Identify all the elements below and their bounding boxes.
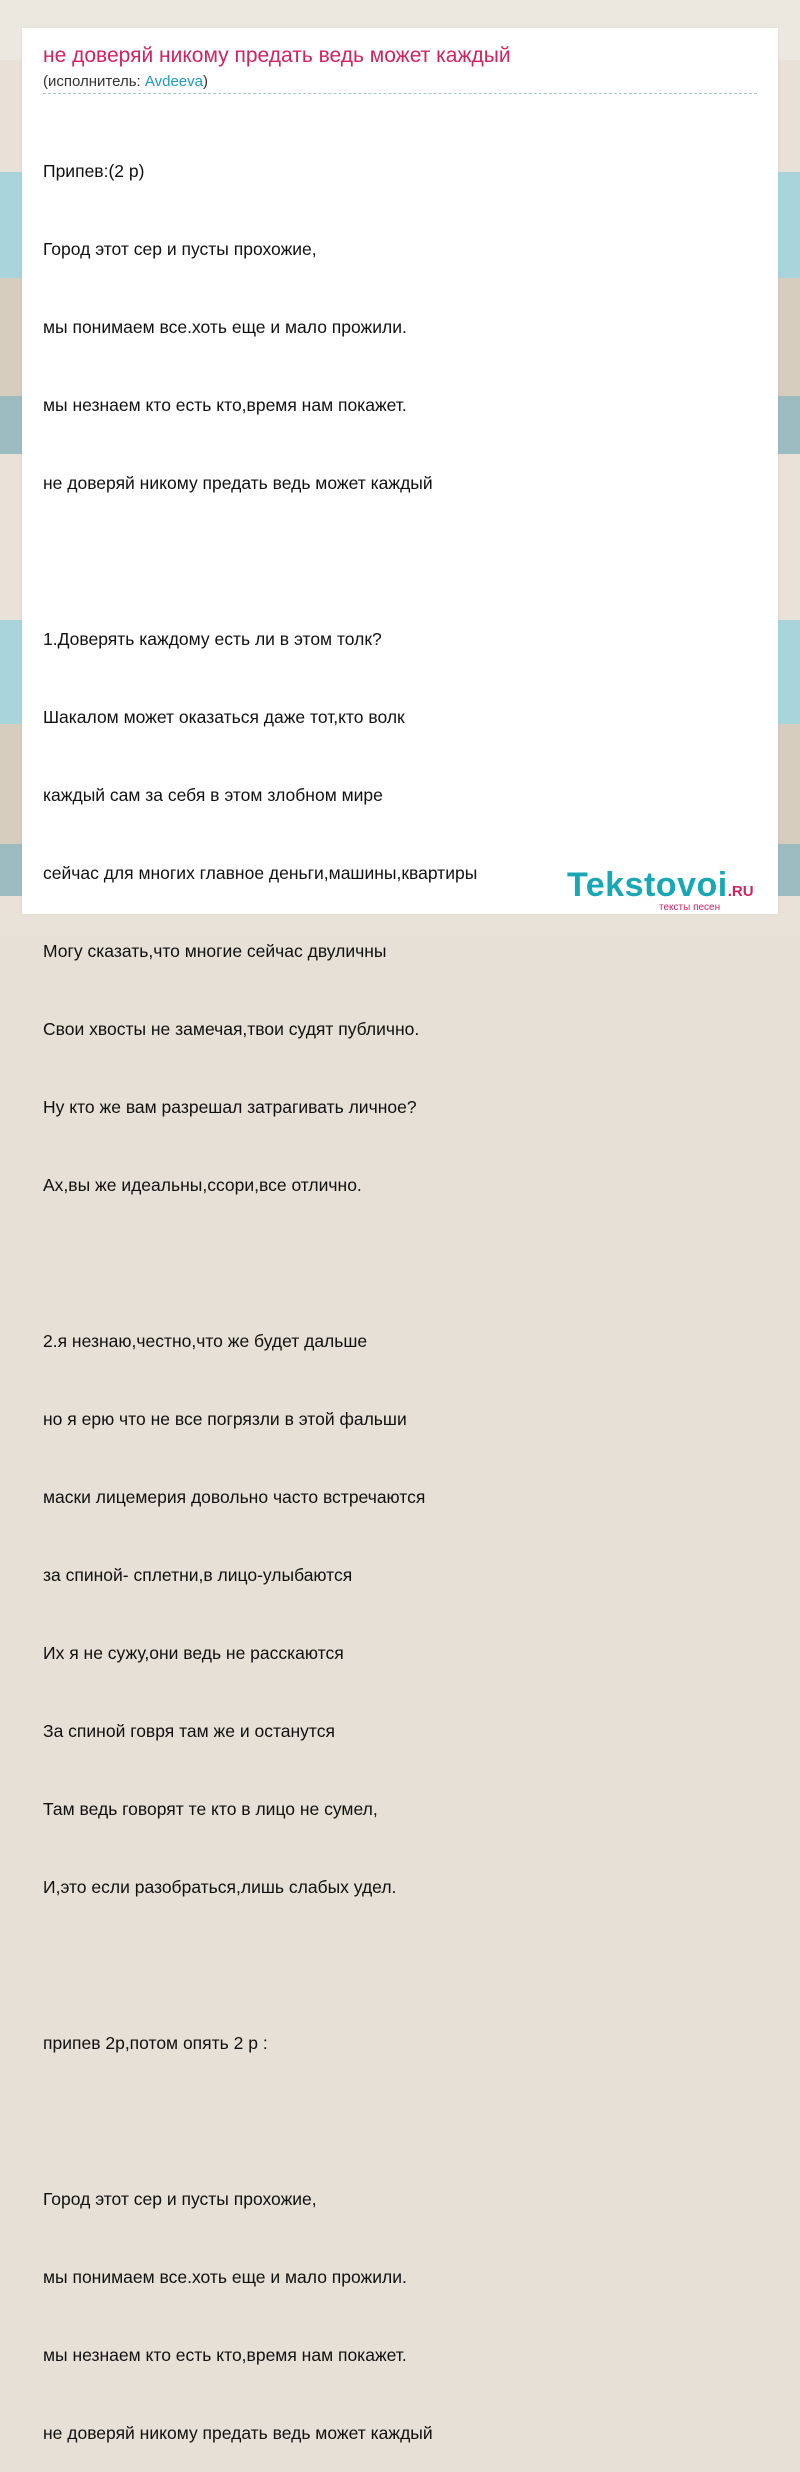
lyric-line (43, 1952, 477, 1978)
lyric-line: Там ведь говорят те кто в лицо не сумел, (43, 1799, 378, 1819)
lyric-line: Припев:(2 р) (43, 161, 145, 181)
lyric-line: Ну кто же вам разрешал затрагивать личное? (43, 1097, 417, 1117)
artist-suffix: ) (202, 73, 208, 90)
lyric-line: 1.Доверять каждому есть ли в этом толк? (43, 629, 382, 649)
lyric-line: И,это если разобраться,лишь слабых удел. (43, 1877, 397, 1897)
lyric-line: каждый сам за себя в этом злобном мире (43, 785, 383, 805)
lyric-line (43, 2108, 477, 2134)
lyric-line: за спиной- сплетни,в лицо-улыбаются (43, 1565, 353, 1585)
site-logo[interactable] (567, 866, 754, 913)
lyric-line: мы незнаем кто есть кто,время нам покажет. (43, 395, 407, 415)
lyric-line: Могу сказать,что многие сейчас двуличны (43, 941, 387, 961)
artist-prefix: (исполнитель: (43, 73, 145, 90)
divider (43, 93, 757, 94)
logo-domain: .RU (727, 883, 754, 900)
lyric-line: припев 2р,потом опять 2 р : (43, 2033, 268, 2053)
lyric-line: сейчас для многих главное деньги,машины,квартиры (43, 863, 478, 883)
lyrics-text (43, 106, 477, 2472)
lyric-line: не доверяй никому предать ведь может каждый (43, 2423, 433, 2443)
logo-tagline: тексты песен (659, 902, 721, 913)
song-title: не доверяй никому предать ведь может каждый (43, 44, 511, 67)
lyric-line: 2.я незнаю,честно,что же будет дальше (43, 1331, 368, 1351)
lyric-line: Город этот сер и пусты прохожие, (43, 2189, 317, 2209)
lyric-line: но я ерю что не все погрязли в этой фальши (43, 1409, 407, 1429)
lyric-line: Шакалом может оказаться даже тот,кто волк (43, 707, 405, 727)
lyric-line: мы понимаем все.хоть еще и мало прожили. (43, 2267, 407, 2287)
lyric-line: Свои хвосты не замечая,твои судят публично. (43, 1019, 420, 1039)
lyric-line: Их я не сужу,они ведь не расскаются (43, 1643, 344, 1663)
lyric-line (43, 1250, 477, 1276)
lyric-line: не доверяй никому предать ведь может каждый (43, 473, 433, 493)
lyric-line (43, 548, 477, 574)
lyric-line: мы понимаем все.хоть еще и мало прожили. (43, 317, 407, 337)
artist-line (43, 73, 208, 90)
lyric-line: мы незнаем кто есть кто,время нам покажет. (43, 2345, 407, 2365)
lyric-line: За спиной говря там же и останутся (43, 1721, 335, 1741)
artist-link[interactable]: Avdeeva (144, 73, 203, 90)
logo-name: Tekstovoi (567, 866, 728, 904)
lyric-line: Ах,вы же идеальны,ссори,все отлично. (43, 1175, 362, 1195)
lyric-line: Город этот сер и пусты прохожие, (43, 239, 317, 259)
lyric-line: маски лицемерия довольно часто встречаются (43, 1487, 426, 1507)
